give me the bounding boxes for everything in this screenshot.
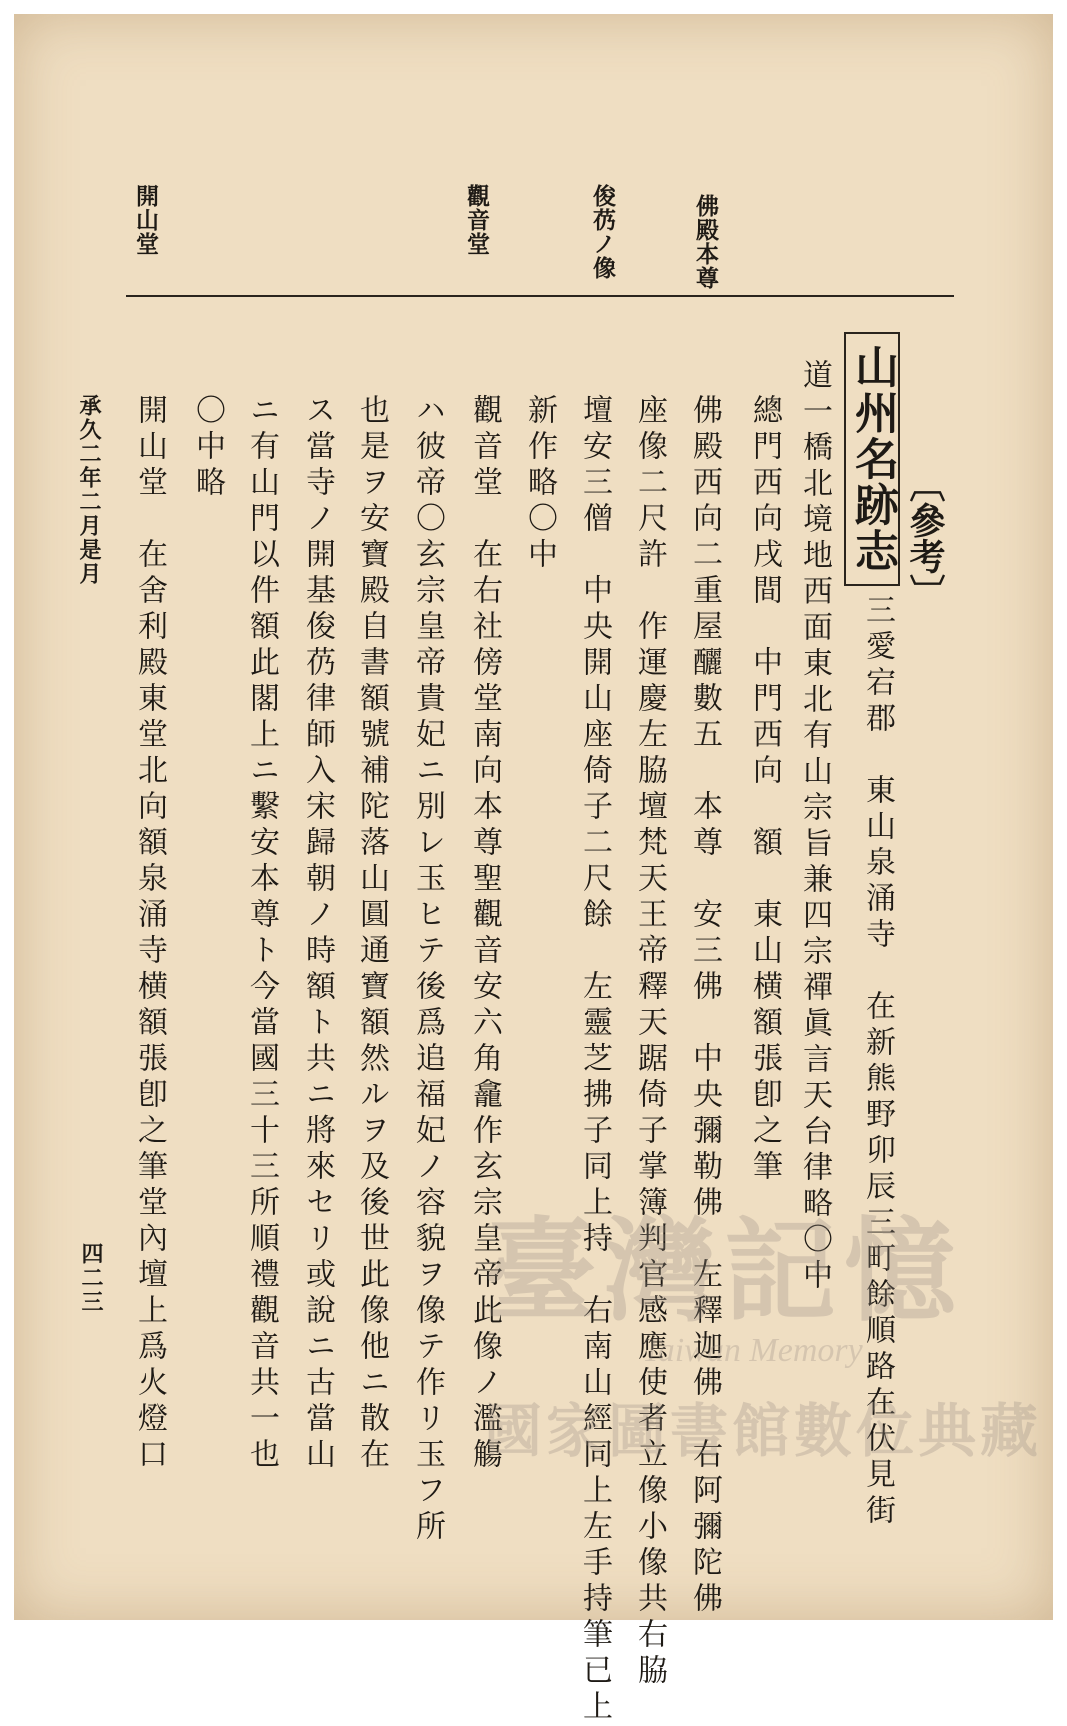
body-column: 新作略〇中 <box>522 394 557 574</box>
header-caption-founder-hall: 開山堂 <box>132 184 159 256</box>
footer-date: 承久二年二月是月 <box>76 394 102 586</box>
body-column: 觀音堂 在右社傍堂南向本尊聖觀音安六角龕作玄宗皇帝此像ノ濫觴 <box>467 394 502 1474</box>
source-title: 山州名跡志 <box>844 332 900 586</box>
body-column: 總門西向戌間 中門西向 額 東山横額張卽之筆 <box>747 394 782 1186</box>
watermark-institution: 國家圖書館數位典藏 <box>484 1397 1043 1465</box>
page-number: 四二三 <box>78 1242 104 1314</box>
body-column: 道一橋北境地西面東北有山宗旨兼四宗禪眞言天台律略〇中 <box>797 359 832 1295</box>
body-column: ス當寺ノ開基俊芿律師入宋歸朝ノ時額ト共ニ將來セリ或說ニ古當山 <box>300 394 335 1474</box>
body-column: 三愛宕郡 東山泉涌寺 在新熊野卯辰三町餘順路在伏見街 <box>860 594 895 1530</box>
header-caption-buddha-hall: 佛殿本尊 <box>692 194 719 290</box>
body-column: 座像二尺許 作運慶左脇壇梵天王帝釋天踞倚子掌簿判官感應使者立像小像共右脇 <box>632 394 667 1690</box>
body-column: ハ彼帝〇玄宗皇帝貴妃ニ別レ玉ヒテ後爲追福妃ノ容貌ヲ像テ作リ玉フ所 <box>410 394 445 1546</box>
header-caption-shunjo-statue: 俊芿ノ像 <box>589 184 616 280</box>
watermark-chinese: 臺灣記憶 <box>484 1206 964 1337</box>
body-column: 壇安三僧 中央開山座倚子二尺餘 左靈芝拂子同上持 右南山經同上左手持筆已上 <box>577 394 612 1726</box>
header-caption-kannon-hall: 觀音堂 <box>463 184 490 256</box>
body-column: ニ有山門以件額此閣上ニ繫安本尊ト今當國三十三所順禮觀音共一也 <box>244 394 279 1474</box>
document-page <box>14 14 1053 1726</box>
body-column: 開山堂 在舍利殿東堂北向額泉涌寺横額張卽之筆堂內壇上爲火燈口 <box>132 394 167 1474</box>
watermark-english: Taiwan Memory <box>642 1332 863 1369</box>
body-column: 也是ヲ安寶殿自書額號補陀落山圓通寶額然ルヲ及後世此像他ニ散在 <box>354 394 389 1474</box>
body-column: 〇中略 <box>190 394 225 502</box>
reference-tag: 〔參考〕 <box>904 466 946 610</box>
header-rule <box>126 295 954 297</box>
body-column: 佛殿西向二重屋釃數五 本尊 安三佛 中央彌勒佛 左釋迦佛 右阿彌陀佛 <box>687 394 722 1618</box>
